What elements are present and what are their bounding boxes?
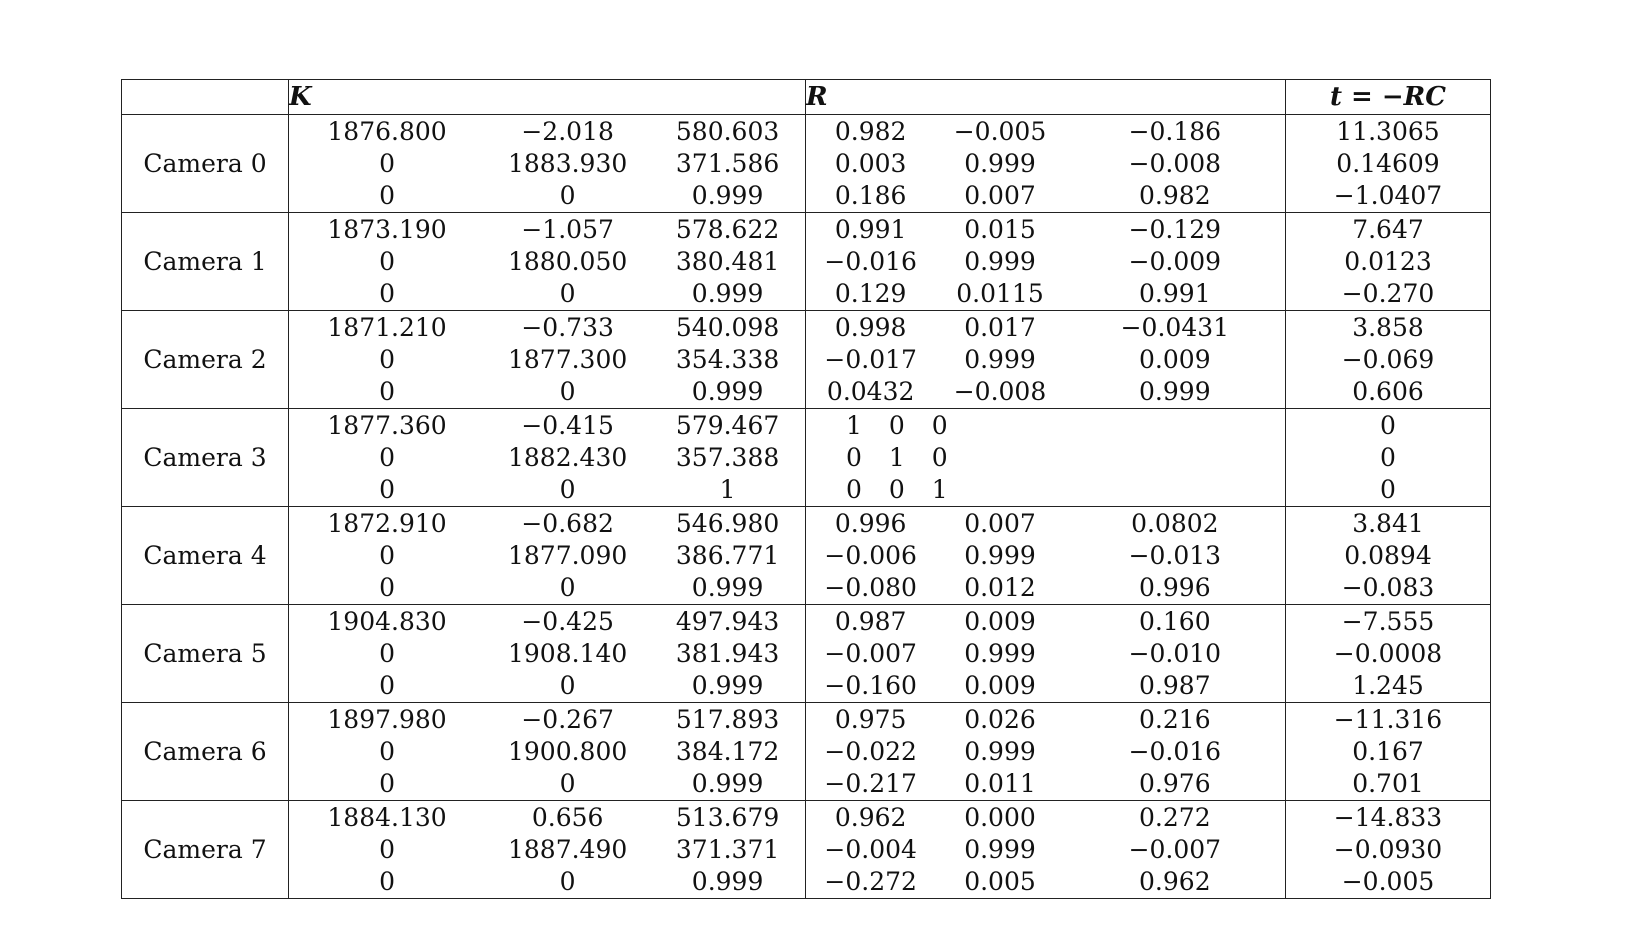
r-matrix xyxy=(846,410,976,506)
k-matrix-entry: 0.999 xyxy=(691,670,764,700)
t-vector-entry: −0.083 xyxy=(1341,572,1435,602)
header-r: R xyxy=(806,80,1286,115)
header-row xyxy=(122,80,1491,115)
t-vector-cell xyxy=(1286,115,1491,213)
t-vector-entry: 0.701 xyxy=(1352,768,1424,798)
k-matrix-entry: 0 xyxy=(379,344,395,374)
r-matrix-entry: 0.987 xyxy=(834,606,907,636)
t-vector-cell xyxy=(1286,605,1491,703)
camera-label: Camera 7 xyxy=(122,801,289,899)
r-matrix-entry: 0.017 xyxy=(964,312,1036,342)
k-matrix-cell xyxy=(289,801,806,899)
r-matrix-entry: 0.0115 xyxy=(956,278,1044,308)
t-vector-entry: −0.0008 xyxy=(1333,638,1443,668)
k-matrix-entry: 0 xyxy=(379,278,395,308)
r-matrix-entry: 0.998 xyxy=(834,312,907,342)
r-matrix-entry: 0 xyxy=(888,474,905,504)
k-matrix-entry: 546.980 xyxy=(675,508,780,538)
r-matrix-entry: 0.009 xyxy=(964,670,1036,700)
r-matrix-cell xyxy=(806,311,1286,409)
k-matrix-entry: 578.622 xyxy=(675,214,780,244)
k-matrix xyxy=(289,410,805,506)
k-matrix-entry: 0 xyxy=(559,278,576,308)
camera-label: Camera 0 xyxy=(122,115,289,213)
t-vector-entry: −0.270 xyxy=(1341,278,1435,308)
k-matrix-entry: 497.943 xyxy=(675,606,780,636)
r-matrix-entry: 1 xyxy=(888,442,905,472)
t-vector-entry: −0.0930 xyxy=(1333,834,1443,864)
r-matrix-entry: 0.982 xyxy=(834,116,907,146)
k-matrix-entry: 540.098 xyxy=(675,312,780,342)
r-matrix-entry: −0.010 xyxy=(1128,638,1222,668)
table-row xyxy=(122,115,1491,213)
k-matrix-entry: 384.172 xyxy=(675,736,780,766)
camera-label: Camera 4 xyxy=(122,507,289,605)
table-row xyxy=(122,801,1491,899)
table-row xyxy=(122,409,1491,507)
r-matrix-entry: 0.012 xyxy=(964,572,1036,602)
r-matrix-entry: 0 xyxy=(846,442,862,472)
r-matrix xyxy=(806,312,1285,408)
t-vector-cell xyxy=(1286,213,1491,311)
r-matrix-entry: 0.999 xyxy=(1139,376,1211,406)
r-matrix-entry: 0.991 xyxy=(834,214,907,244)
k-matrix-entry: 1880.050 xyxy=(507,246,628,276)
t-vector-cell xyxy=(1286,311,1491,409)
t-vector xyxy=(1286,606,1490,702)
t-vector-cell xyxy=(1286,801,1491,899)
t-vector-entry: −14.833 xyxy=(1333,802,1443,832)
k-matrix-cell xyxy=(289,311,806,409)
table-row xyxy=(122,605,1491,703)
r-matrix xyxy=(806,704,1285,800)
r-matrix xyxy=(806,802,1285,898)
r-matrix-cell xyxy=(806,115,1286,213)
t-vector-entry: 0.14609 xyxy=(1336,148,1440,178)
k-matrix-entry: 1897.980 xyxy=(327,704,447,734)
t-vector-entry: 3.858 xyxy=(1352,312,1424,342)
r-matrix-entry: 0.186 xyxy=(834,180,907,210)
r-matrix-entry: 0.009 xyxy=(964,606,1036,636)
k-matrix-entry: 0 xyxy=(379,572,395,602)
r-matrix-entry: −0.129 xyxy=(1128,214,1222,244)
t-vector xyxy=(1286,116,1490,212)
r-matrix-cell xyxy=(806,801,1286,899)
r-matrix-entry: −0.016 xyxy=(1128,736,1222,766)
k-matrix-entry: 0 xyxy=(559,866,576,896)
r-matrix-entry: 0.999 xyxy=(964,638,1036,668)
t-vector-entry: −0.069 xyxy=(1341,344,1435,374)
k-matrix-entry: −0.733 xyxy=(521,312,614,342)
r-matrix-entry: 1 xyxy=(846,410,862,440)
r-matrix-entry: −0.007 xyxy=(824,638,917,668)
k-matrix-entry: 386.771 xyxy=(675,540,780,570)
r-matrix-entry: 0.987 xyxy=(1139,670,1211,700)
t-vector xyxy=(1286,508,1490,604)
r-matrix-entry: 0.999 xyxy=(964,834,1036,864)
header-t: t = −RC xyxy=(1286,80,1491,115)
r-matrix-entry: 0 xyxy=(931,410,948,440)
k-matrix xyxy=(289,606,805,702)
k-matrix-entry: 0 xyxy=(379,638,395,668)
r-matrix-entry: −0.007 xyxy=(1128,834,1222,864)
k-matrix-entry: 0 xyxy=(379,442,395,472)
k-matrix-entry: −0.415 xyxy=(521,410,614,440)
k-matrix xyxy=(289,116,805,212)
r-matrix-cell xyxy=(806,409,1286,507)
table-row xyxy=(122,213,1491,311)
k-matrix-entry: 1883.930 xyxy=(507,148,628,178)
k-matrix-entry: 0 xyxy=(379,474,395,504)
k-matrix-entry: −0.682 xyxy=(521,508,614,538)
r-matrix-entry: −0.016 xyxy=(824,246,917,276)
k-matrix-cell xyxy=(289,605,806,703)
k-matrix-entry: 381.943 xyxy=(675,638,780,668)
r-matrix xyxy=(806,508,1285,604)
k-matrix-entry: 0.999 xyxy=(691,180,764,210)
k-matrix-entry: 0.999 xyxy=(691,866,764,896)
r-matrix-entry: 0.160 xyxy=(1139,606,1211,636)
r-matrix-entry: 0.962 xyxy=(834,802,907,832)
k-matrix xyxy=(289,704,805,800)
t-vector-entry: 0.0894 xyxy=(1344,540,1432,570)
r-matrix-entry: −0.004 xyxy=(824,834,917,864)
r-matrix-entry: 0.026 xyxy=(964,704,1036,734)
t-vector-entry: 1.245 xyxy=(1352,670,1424,700)
k-matrix-entry: 354.338 xyxy=(675,344,780,374)
t-vector-entry: 0 xyxy=(1380,474,1396,504)
r-matrix-entry: 0.272 xyxy=(1139,802,1211,832)
r-matrix-cell xyxy=(806,605,1286,703)
r-matrix-entry: 0.011 xyxy=(964,768,1036,798)
r-matrix-cell xyxy=(806,703,1286,801)
camera-label: Camera 3 xyxy=(122,409,289,507)
r-matrix-entry: 0.996 xyxy=(834,508,907,538)
r-matrix-cell xyxy=(806,507,1286,605)
r-matrix-entry: −0.217 xyxy=(824,768,917,798)
r-matrix-entry: 0.962 xyxy=(1139,866,1211,896)
k-matrix-cell xyxy=(289,409,806,507)
t-vector-entry: 0 xyxy=(1380,442,1396,472)
k-matrix-entry: 513.679 xyxy=(675,802,780,832)
r-matrix xyxy=(806,606,1285,702)
k-matrix xyxy=(289,214,805,310)
k-matrix-entry: 0 xyxy=(379,768,395,798)
k-matrix-entry: 0 xyxy=(379,180,395,210)
k-matrix-entry: 1904.830 xyxy=(327,606,447,636)
t-vector xyxy=(1286,802,1490,898)
r-matrix-entry: 0.003 xyxy=(834,148,907,178)
k-matrix-entry: 0.999 xyxy=(691,278,764,308)
k-matrix-entry: 0 xyxy=(379,866,395,896)
r-matrix-entry: 0.0802 xyxy=(1131,508,1219,538)
r-matrix-entry: −0.272 xyxy=(824,866,917,896)
r-matrix-entry: 0.129 xyxy=(834,278,907,308)
t-vector-cell xyxy=(1286,703,1491,801)
t-vector-entry: −0.005 xyxy=(1341,866,1435,896)
k-matrix-entry: 0.999 xyxy=(691,376,764,406)
t-vector-cell xyxy=(1286,507,1491,605)
header-empty xyxy=(122,80,289,115)
table-row xyxy=(122,311,1491,409)
r-matrix-entry: 0.999 xyxy=(964,540,1036,570)
k-matrix-entry: 0 xyxy=(559,768,576,798)
k-matrix-entry: 0 xyxy=(379,148,395,178)
r-matrix-entry: 0 xyxy=(888,410,905,440)
r-matrix-entry: −0.022 xyxy=(824,736,917,766)
k-matrix xyxy=(289,802,805,898)
r-matrix-entry: 0.009 xyxy=(1139,344,1211,374)
t-vector xyxy=(1286,410,1490,506)
t-vector-entry: −1.0407 xyxy=(1333,180,1443,210)
k-matrix-cell xyxy=(289,507,806,605)
t-vector xyxy=(1286,704,1490,800)
k-matrix-entry: 0 xyxy=(559,180,576,210)
table-row xyxy=(122,507,1491,605)
r-matrix-entry: 0 xyxy=(846,474,862,504)
r-matrix-entry: 0.0432 xyxy=(826,376,915,406)
r-matrix-entry: 0.999 xyxy=(964,736,1036,766)
t-vector xyxy=(1286,214,1490,310)
t-vector-entry: 3.841 xyxy=(1352,508,1424,538)
r-matrix-entry: 0 xyxy=(931,442,948,472)
k-matrix xyxy=(289,508,805,604)
k-matrix-entry: 1873.190 xyxy=(327,214,447,244)
k-matrix-entry: 1887.490 xyxy=(507,834,628,864)
k-matrix-entry: 371.586 xyxy=(675,148,780,178)
camera-parameters-table xyxy=(121,79,1491,899)
r-matrix-entry: −0.0431 xyxy=(1120,312,1230,342)
k-matrix-entry: 1876.800 xyxy=(327,116,447,146)
r-matrix-entry: −0.006 xyxy=(824,540,917,570)
r-matrix-entry: 0.999 xyxy=(964,246,1036,276)
header-k: K xyxy=(289,80,806,115)
k-matrix-entry: 1900.800 xyxy=(507,736,628,766)
t-vector-entry: −7.555 xyxy=(1341,606,1435,636)
camera-label: Camera 2 xyxy=(122,311,289,409)
r-matrix-entry: 0.000 xyxy=(964,802,1036,832)
r-matrix-entry: −0.080 xyxy=(824,572,917,602)
k-matrix-entry: 380.481 xyxy=(675,246,780,276)
t-vector-entry: 7.647 xyxy=(1352,214,1424,244)
k-matrix xyxy=(289,312,805,408)
t-vector-entry: 0 xyxy=(1380,410,1396,440)
k-matrix-entry: 371.371 xyxy=(675,834,780,864)
r-matrix-entry: 0.007 xyxy=(964,180,1036,210)
k-matrix-entry: 0.999 xyxy=(691,768,764,798)
k-matrix-entry: 1882.430 xyxy=(507,442,628,472)
k-matrix-entry: 1 xyxy=(719,474,736,504)
k-matrix-entry: 0 xyxy=(379,670,395,700)
r-matrix-entry: 0.015 xyxy=(964,214,1036,244)
r-matrix-entry: −0.008 xyxy=(1128,148,1222,178)
k-matrix-entry: 0 xyxy=(559,670,576,700)
k-matrix-entry: 1884.130 xyxy=(327,802,447,832)
k-matrix-entry: 1908.140 xyxy=(507,638,628,668)
camera-label: Camera 1 xyxy=(122,213,289,311)
r-matrix-entry: 0.216 xyxy=(1139,704,1211,734)
k-matrix-entry: 517.893 xyxy=(675,704,780,734)
k-matrix-entry: −0.425 xyxy=(521,606,614,636)
k-matrix-entry: 0 xyxy=(379,834,395,864)
t-vector-entry: 0.606 xyxy=(1352,376,1424,406)
r-matrix-entry: 0.991 xyxy=(1139,278,1211,308)
k-matrix-entry: 0 xyxy=(379,376,395,406)
r-matrix-entry: 0.005 xyxy=(964,866,1036,896)
k-matrix-entry: 1872.910 xyxy=(327,508,447,538)
k-matrix-entry: −1.057 xyxy=(521,214,614,244)
r-matrix-entry: −0.013 xyxy=(1128,540,1222,570)
r-matrix xyxy=(806,214,1285,310)
k-matrix-entry: −0.267 xyxy=(521,704,614,734)
k-matrix-entry: 1871.210 xyxy=(327,312,447,342)
k-matrix-entry: −2.018 xyxy=(521,116,614,146)
table-row xyxy=(122,703,1491,801)
k-matrix-entry: 579.467 xyxy=(675,410,780,440)
r-matrix-entry: −0.017 xyxy=(824,344,917,374)
r-matrix-entry: 0.996 xyxy=(1139,572,1211,602)
k-matrix-entry: 0 xyxy=(559,376,576,406)
k-matrix-entry: 1877.360 xyxy=(327,410,447,440)
camera-label: Camera 5 xyxy=(122,605,289,703)
k-matrix-entry: 0 xyxy=(379,246,395,276)
k-matrix-entry: 0 xyxy=(379,736,395,766)
r-matrix-entry: 0.999 xyxy=(964,148,1036,178)
r-matrix-entry: −0.005 xyxy=(953,116,1047,146)
t-vector-entry: 0.167 xyxy=(1352,736,1424,766)
camera-label: Camera 6 xyxy=(122,703,289,801)
r-matrix-entry: −0.160 xyxy=(824,670,917,700)
t-vector-entry: 11.3065 xyxy=(1336,116,1440,146)
r-matrix-cell xyxy=(806,213,1286,311)
k-matrix-cell xyxy=(289,115,806,213)
k-matrix-cell xyxy=(289,703,806,801)
k-matrix-entry: 0.999 xyxy=(691,572,764,602)
r-matrix-entry: −0.008 xyxy=(953,376,1047,406)
r-matrix xyxy=(806,116,1285,212)
r-matrix-entry: −0.186 xyxy=(1128,116,1222,146)
t-vector-cell xyxy=(1286,409,1491,507)
k-matrix-entry: 0 xyxy=(379,540,395,570)
r-matrix-entry: 0.976 xyxy=(1139,768,1211,798)
k-matrix-entry: 357.388 xyxy=(675,442,780,472)
r-matrix-entry: −0.009 xyxy=(1128,246,1222,276)
r-matrix-entry: 0.982 xyxy=(1139,180,1211,210)
r-matrix-entry: 0.007 xyxy=(964,508,1036,538)
t-vector-entry: 0.0123 xyxy=(1344,246,1432,276)
k-matrix-entry: 0.656 xyxy=(531,802,604,832)
k-matrix-cell xyxy=(289,213,806,311)
k-matrix-entry: 0 xyxy=(559,474,576,504)
k-matrix-entry: 580.603 xyxy=(675,116,780,146)
t-vector xyxy=(1286,312,1490,408)
t-vector-entry: −11.316 xyxy=(1333,704,1443,734)
r-matrix-entry: 0.999 xyxy=(964,344,1036,374)
k-matrix-entry: 1877.300 xyxy=(507,344,628,374)
k-matrix-entry: 0 xyxy=(559,572,576,602)
r-matrix-entry: 0.975 xyxy=(834,704,907,734)
r-matrix-entry: 1 xyxy=(931,474,948,504)
k-matrix-entry: 1877.090 xyxy=(507,540,628,570)
